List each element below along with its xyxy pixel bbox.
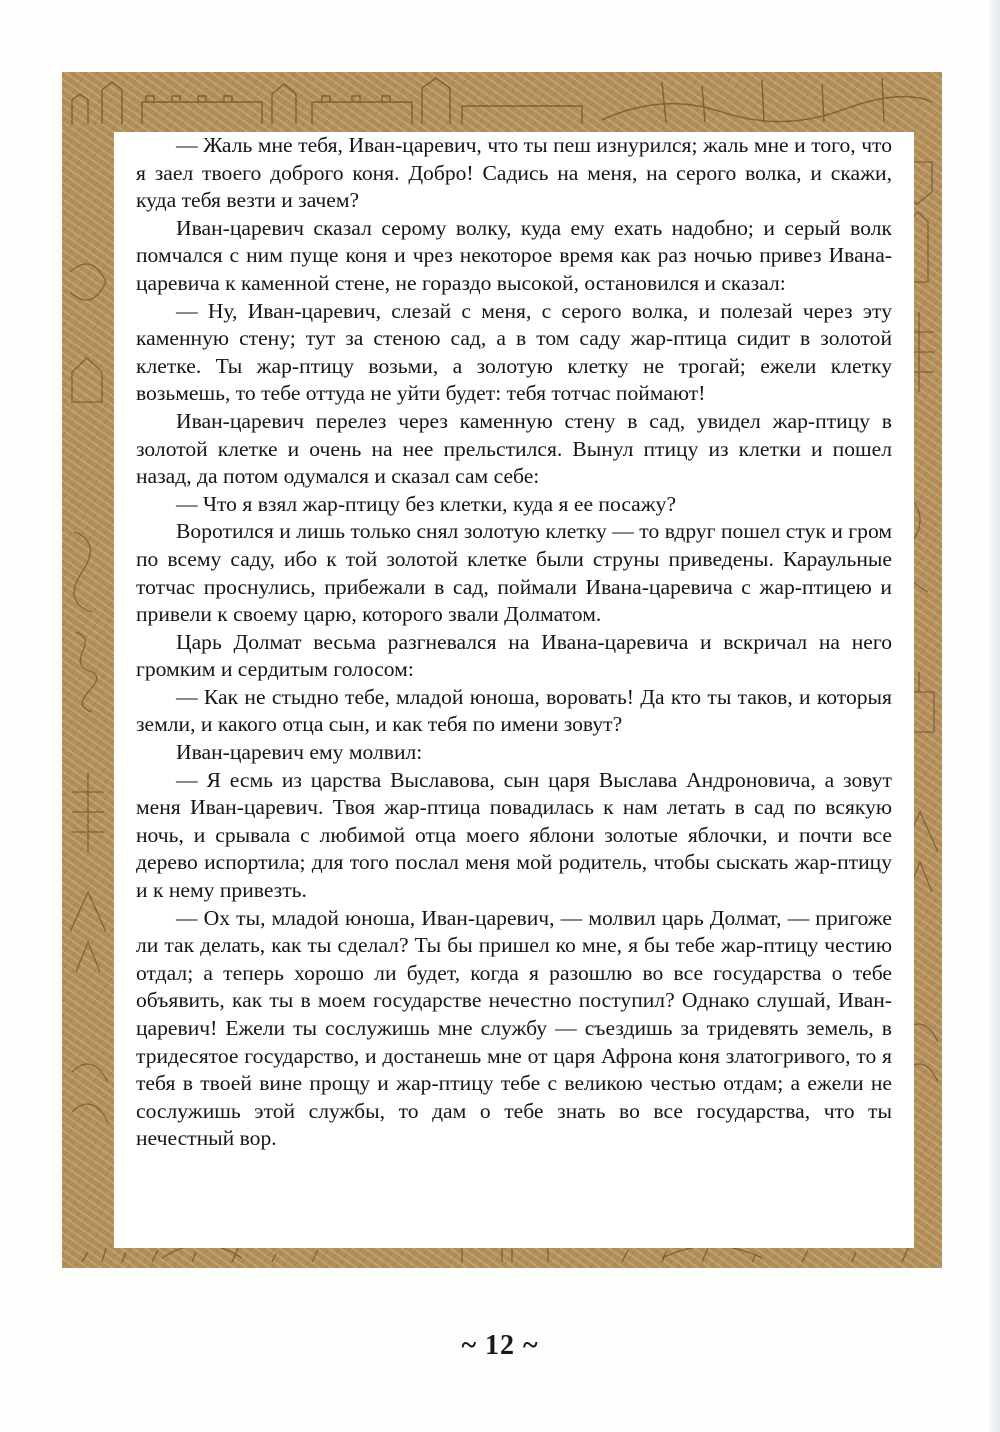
paragraph: — Жаль мне тебя, Иван-царевич, что ты пеш изнурился; жаль мне и того, что я заел твоего доброго коня. Добро! Садись на меня, на серого волка, и скажи, куда тебя везти и зачем? (136, 133, 892, 213)
illustrated-border-frame (62, 72, 942, 1268)
page-edge (990, 0, 1000, 1432)
paragraph: Иван-царевич перелез через каменную стену в сад, увидел жар-птицу в золотой клетке и очень на нее прельстился. Вынул птицу из клетки и пошел назад, да потом одумался и сказал сам себе: (136, 408, 892, 489)
paragraph: — Ну, Иван-царевич, слезай с меня, с серого волка, и полезай через эту каменную стену; тут за стеною сад, а в том саду жар-птица сидит в золотой клетке. Ты жар-птицу возьми, а золотую клетку не трогай; ежели клетку возьмешь, то тебе оттуда не уйти будет: тебя тотчас поймают! (136, 298, 892, 406)
paragraph: Иван-царевич ему молвил: (176, 740, 423, 765)
paragraph: — Ох ты, младой юноша, Иван-царевич, — молвил царь Долмат, — пригоже ли так делать, как ты сделал? Ты бы пришел ко мне, я бы тебе жар-птицу честию отдал; а теперь хорошо ли будет, когда я разошлю во все государства о тебе объявить, как ты в моем государстве нечестно поступил? Однако слушай, Иван-царевич! Ежели ты сослужишь мне службу — съездишь за тридевять земель, в тридесятое государство, и достанешь мне от царя Афрона коня златогривого, то я тебя в твоей вине прощу и жар-птицу тебе с великою честью отдам; а ежели не сослужишь этой службы, то дам о тебе знать во все государства, что ты нечестный вор. (136, 905, 892, 1151)
paragraph: — Как не стыдно тебе, младой юноша, воровать! Да кто ты таков, и которыя земли, и какого отца сын, и как тебя по имени зовут? (136, 684, 892, 737)
paragraph: — Я есмь из царства Выславова, сын царя Выслава Андроновича, а зовут меня Иван-царевич. Твоя жар-птица повадилась к нам летать в сад по всякую ночь, и срывала с любимой отца моего яблони золотые яблочки, и почти все дерево испортила; для того послал меня мой родитель, чтобы сыскать жар-птицу и к нему привезть. (136, 767, 892, 903)
page-number: ~ 12 ~ (461, 1330, 539, 1361)
text-panel (114, 132, 914, 1248)
paragraph: Царь Долмат весьма разгневался на Ивана-царевича и вскричал на него громким и сердитым голосом: (136, 629, 892, 682)
story-text (136, 132, 892, 1153)
paragraph: Иван-царевич сказал серому волку, куда ему ехать надобно; и серый волк помчался с ним пуще коня и чрез некоторое время как раз ночью привез Ивана-царевича к каменной стене, не гораздо высокой, остановился и сказал: (136, 215, 892, 295)
paragraph: — Что я взял жар-птицу без клетки, куда я ее посажу? (176, 491, 677, 516)
paragraph: Воротился и лишь только снял золотую клетку — то вдруг пошел стук и гром по всему саду, ибо к той золотой клетке были струны приведены. Караульные тотчас проснулись, прибежали в сад, поймали Ивана-царевича с жар-птицею и привели к своему царю, которого звали Долматом. (136, 519, 892, 627)
